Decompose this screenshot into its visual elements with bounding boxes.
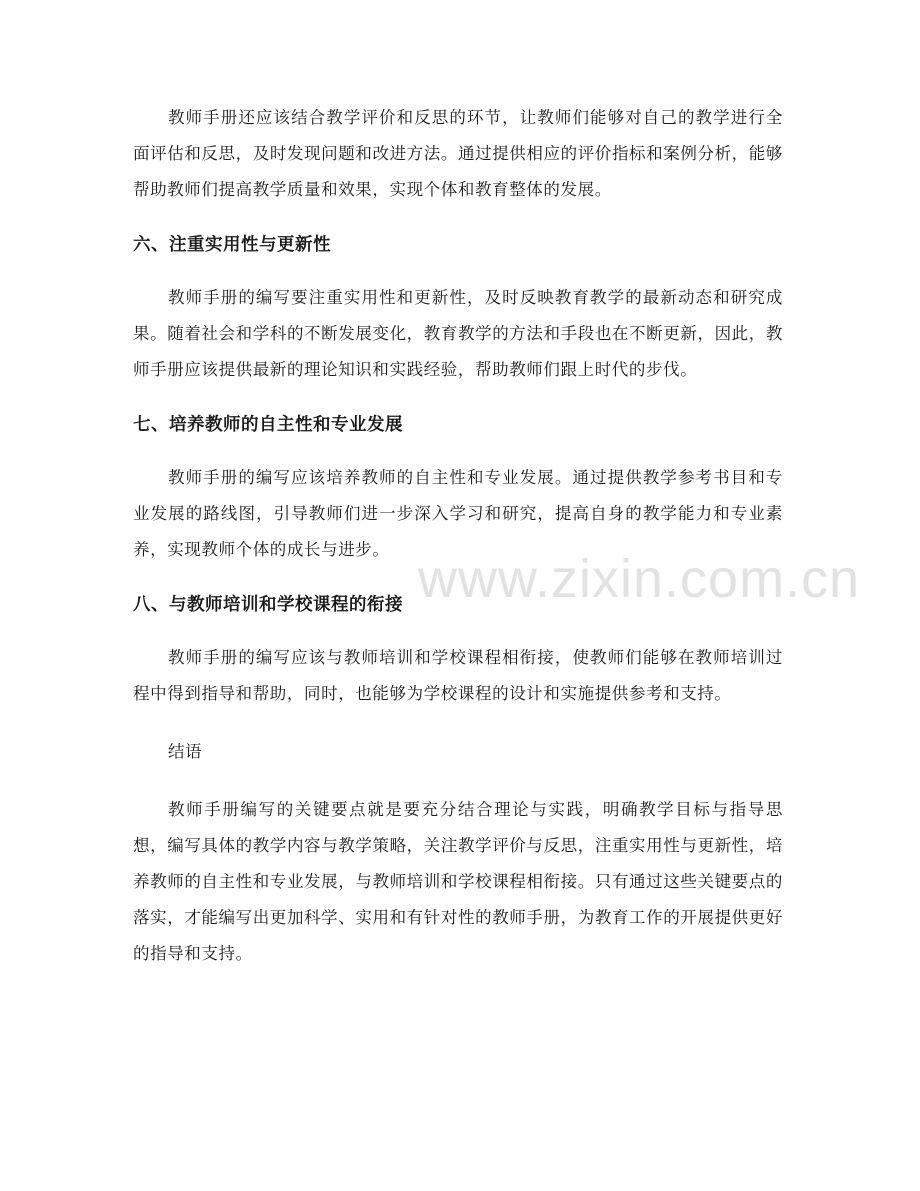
conclusion-label: 结语 (168, 742, 203, 761)
section-heading-7: 七、培养教师的自主性和专业发展 (133, 415, 403, 435)
section-heading-8: 八、与教师培训和学校课程的衔接 (133, 595, 403, 615)
watermark: www.zixin.com.cn (418, 549, 861, 609)
paragraph-practicality-update: 教师手册的编写要注重实用性和更新性，及时反映教育教学的最新动态和研究成果。随着社会和学科的不断发展变化，教育教学的方法和手段也在不断更新，因此，教师手册应该提供最新的理论知识和实践经验，帮助教师们跟上时代的步伐。 (133, 288, 783, 379)
paragraph-training-curriculum: 教师手册的编写应该与教师培训和学校课程相衔接，使教师们能够在教师培训过程中得到指导和帮助，同时，也能够为学校课程的设计和实施提供参考和支持。 (133, 648, 783, 703)
section-heading-6: 六、注重实用性与更新性 (133, 235, 331, 255)
paragraph-evaluation-reflection: 教师手册还应该结合教学评价和反思的环节，让教师们能够对自己的教学进行全面评估和反思，及时发现问题和改进方法。通过提供相应的评价指标和案例分析，能够帮助教师们提高教学质量和效果，实现个体和教育整体的发展。 (133, 108, 783, 199)
paragraph-autonomy-development: 教师手册的编写应该培养教师的自主性和专业发展。通过提供教学参考书目和专业发展的路线图，引导教师们进一步深入学习和研究，提高自身的教学能力和专业素养，实现教师个体的成长与进步。 (133, 468, 783, 559)
document-body (133, 100, 783, 994)
paragraph-conclusion: 教师手册编写的关键要点就是要充分结合理论与实践，明确教学目标与指导思想，编写具体的教学内容与教学策略，关注教学评价与反思，注重实用性与更新性，培养教师的自主性和专业发展，与教师培训和学校课程相衔接。只有通过这些关键要点的落实，才能编写出更加科学、实用和有针对性的教师手册，为教育工作的开展提供更好的指导和支持。 (133, 800, 783, 963)
